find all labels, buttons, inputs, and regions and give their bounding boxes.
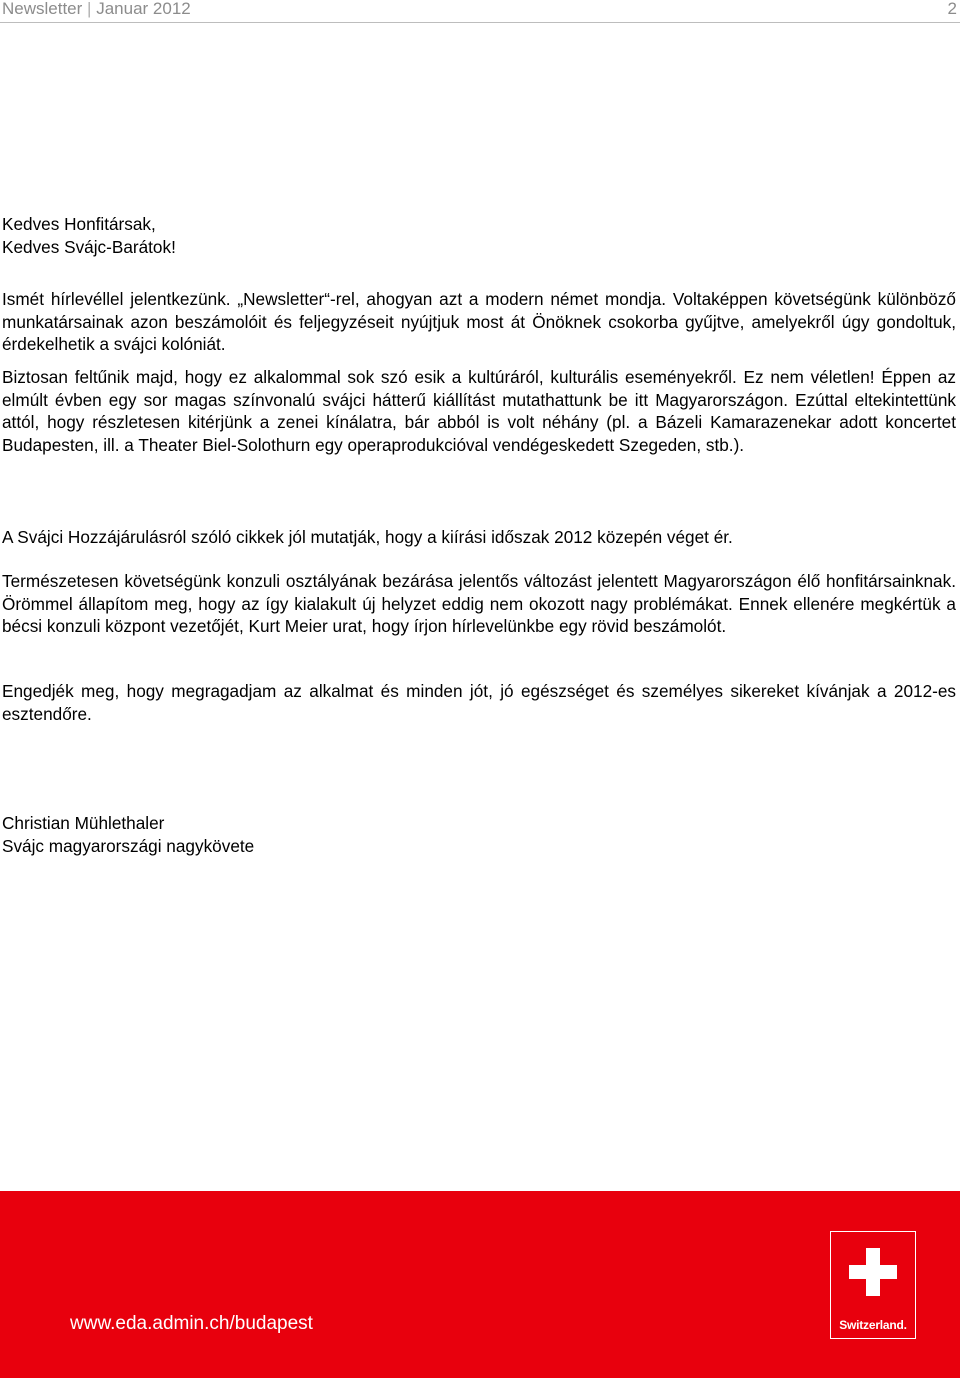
signature-title: Svájc magyarországi nagykövete [2, 835, 255, 856]
greeting-line-1: Kedves Honfitársak, [2, 214, 156, 234]
paragraph-intro [2, 288, 956, 356]
header-separator: | [87, 0, 92, 18]
footer-url-link[interactable]: www.eda.admin.ch/budapest [70, 1313, 313, 1334]
greeting [2, 213, 956, 258]
signature-name: Christian Mühlethaler [2, 813, 165, 833]
header-title-group [2, 0, 191, 19]
newsletter-date: Januar 2012 [96, 0, 191, 18]
newsletter-title: Newsletter [2, 0, 83, 18]
paragraph-text: A Svájci Hozzájárulásról szóló cikkek jól mutatják, hogy a kiírási időszak 2012 közepén véget ér. [2, 527, 733, 547]
greeting-line-2: Kedves Svájc-Barátok! [2, 236, 176, 257]
switzerland-logo [830, 1231, 916, 1339]
swiss-cross-icon [845, 1244, 901, 1300]
paragraph-text: Ismét hírlevéllel jelentkezünk. „Newsletter“-rel, ahogyan azt a modern német mondja. Voltaképpen követségünk különböző munkatársainak azon beszámolóit és feljegyzéseit nyújtjuk most át Önöknek csokorba gyűjtve, amelyekről úgy gondoltuk, érdekelhetik a svájci kolóniát. [2, 289, 956, 354]
paragraph-wishes [2, 680, 956, 725]
logo-wordmark: Switzerland. [839, 1318, 907, 1332]
paragraph-text: Engedjék meg, hogy megragadjam az alkalmat és minden jót, jó egészséget és személyes sikereket kívánjak a 2012-es esztendőre. [2, 681, 956, 724]
footer-banner [0, 1191, 960, 1378]
page-header [0, 0, 960, 23]
paragraph-contribution [2, 526, 956, 549]
paragraph-text: Biztosan feltűnik majd, hogy ez alkalommal sok szó esik a kultúráról, kulturális eseményekről. Ez nem véletlen! Éppen az elmúlt évben egy sor magas színvonalú svájci hátterű kiállítást mutathattunk be itt Magyarországon. Ezúttal eltekintettünk attól, hogy részletesen kitérjünk a zenei kínálatra, bár abból is volt néhány (pl. a Bázeli Kamarazenekar adott koncertet Budapesten, ill. a Theater Biel-Solothurn egy operaprodukcióval vendégeskedett Szegeden, stb.). [2, 367, 956, 455]
signature [2, 812, 956, 857]
page-number: 2 [947, 0, 957, 18]
paragraph-culture [2, 366, 956, 456]
paragraph-text: Természetesen követségünk konzuli osztályának bezárása jelentős változást jelentett Magyarországon élő honfitársainknak. Örömmel állapítom meg, hogy az így kialakult új helyzet eddig nem okozott nagy problémákat. Ennek ellenére megkértük a bécsi konzuli központ vezetőjét, Kurt Meier urat, hogy írjon hírlevelünkbe egy rövid beszámolót. [2, 571, 956, 636]
paragraph-consular [2, 570, 956, 638]
